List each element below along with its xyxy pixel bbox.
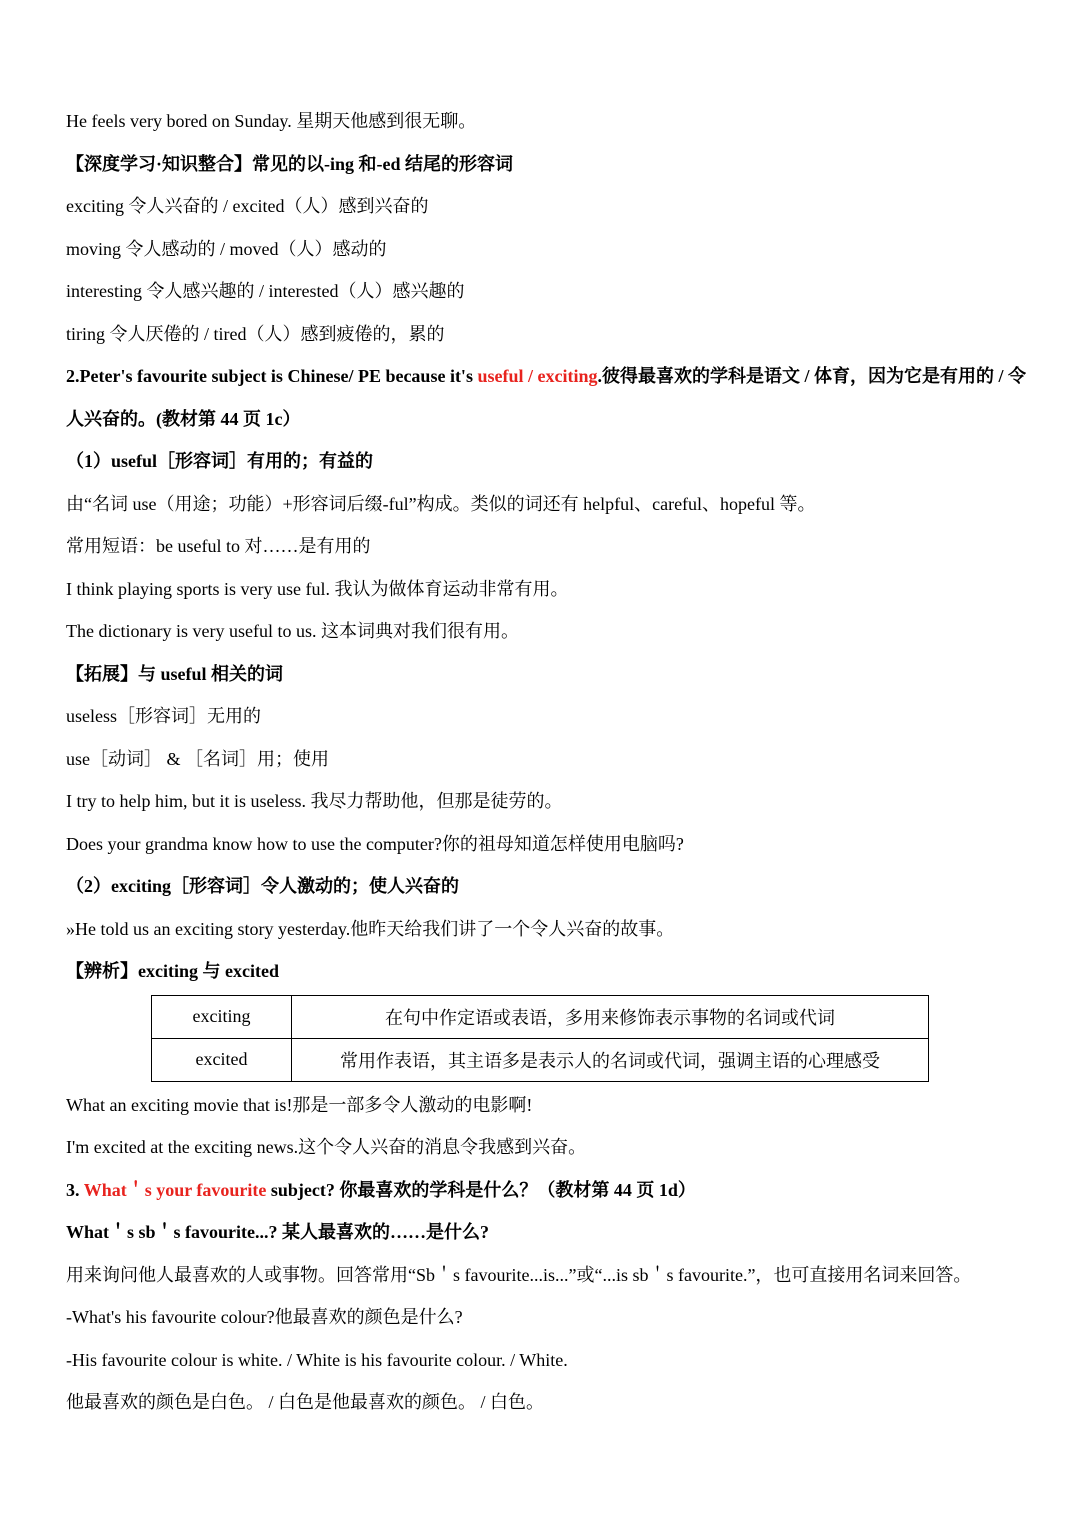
text-line: -His favourite colour is white. / White is his favourite colour. / White. [66,1349,568,1370]
text-line: exciting 令人兴奋的 / excited（人）感到兴奋的 [66,196,429,216]
text-line: interesting 令人感兴趣的 / interested（人）感兴趣的 [66,281,465,301]
text-line: »He told us an exciting story yesterday.他昨天给我们讲了一个令人兴奋的故事。 [66,918,675,939]
text-line: I try to help him, but it is useless. 我尽力帮助他，但那是徒劳的。 [66,791,563,811]
heading-text: 3. [66,1179,84,1200]
text-line: 用来询问他人最喜欢的人或事物。回答常用“Sb＇s favourite...is...”或“...is sb＇s favourite.”，也可直接用名词来回答。 [66,1264,972,1285]
text-line: useless［形容词］无用的 [66,706,261,726]
numbered-heading [66,355,1026,440]
heading-text: subject? 你最喜欢的学科是什么？（教材第 44 页 1d） [266,1179,696,1200]
text-line: The dictionary is very useful to us. 这本词典对我们很有用。 [66,621,519,641]
text-line: moving 令人感动的 / moved（人）感动的 [66,238,387,259]
table-cell-desc: 常用作表语，其主语多是表示人的名词或代词，强调主语的心理感受 [292,1038,929,1081]
highlight-text: What＇s your favourite [83,1179,267,1200]
section-heading: 【拓展】与 useful 相关的词 [66,663,284,684]
table-cell-term: excited [152,1038,292,1081]
text-line: 他最喜欢的颜色是白色。 / 白色是他最喜欢的颜色。 / 白色。 [66,1392,544,1412]
sub-heading: （1）useful［形容词］有用的；有益的 [66,451,374,471]
comparison-table [151,995,929,1082]
text-line: I think playing sports is very use ful. 我认为做体育运动非常有用。 [66,578,569,599]
heading-text: .彼得最喜欢的学科是语文 / 体育，因为它是有用的 / 令人兴奋的。(教材第 44 页 1c） [66,366,1026,429]
section-heading: 【深度学习·知识整合】常见的以-ing 和-ed 结尾的形容词 [66,153,514,174]
text-line: He feels very bored on Sunday. 星期天他感到很无聊。 [66,111,477,131]
highlight-text: useful / exciting [477,366,598,386]
text-line: I'm excited at the exciting news.这个令人兴奋的消息令我感到兴奋。 [66,1137,587,1157]
sub-heading: （2）exciting［形容词］令人激动的；使人兴奋的 [66,876,459,896]
text-line: tiring 令人厌倦的 / tired（人）感到疲倦的，累的 [66,323,445,344]
text-line: 由“名词 use（用途；功能）+形容词后缀-ful”构成。类似的词还有 helpful、careful、hopeful 等。 [66,493,816,514]
text-line: -What's his favourite colour?他最喜欢的颜色是什么? [66,1307,463,1327]
table-cell-desc: 在句中作定语或表语，多用来修饰表示事物的名词或代词 [292,995,929,1038]
sub-heading: What＇s sb＇s favourite...? 某人最喜欢的……是什么? [66,1222,490,1242]
text-line: Does your grandma know how to use the computer?你的祖母知道怎样使用电脑吗? [66,833,684,854]
numbered-heading [66,1169,1026,1212]
document-page [66,100,1026,1424]
table-row [152,995,929,1038]
text-line: use［动词］ & ［名词］用；使用 [66,748,329,769]
heading-text: 2.Peter's favourite subject is Chinese/ PE because it's [66,366,478,386]
text-line: 常用短语：be useful to 对……是有用的 [66,536,371,556]
section-heading: 【辨析】exciting 与 excited [66,961,279,981]
table-row [152,1038,929,1081]
table-cell-term: exciting [152,995,292,1038]
text-line: What an exciting movie that is!那是一部多令人激动的电影啊! [66,1094,533,1115]
